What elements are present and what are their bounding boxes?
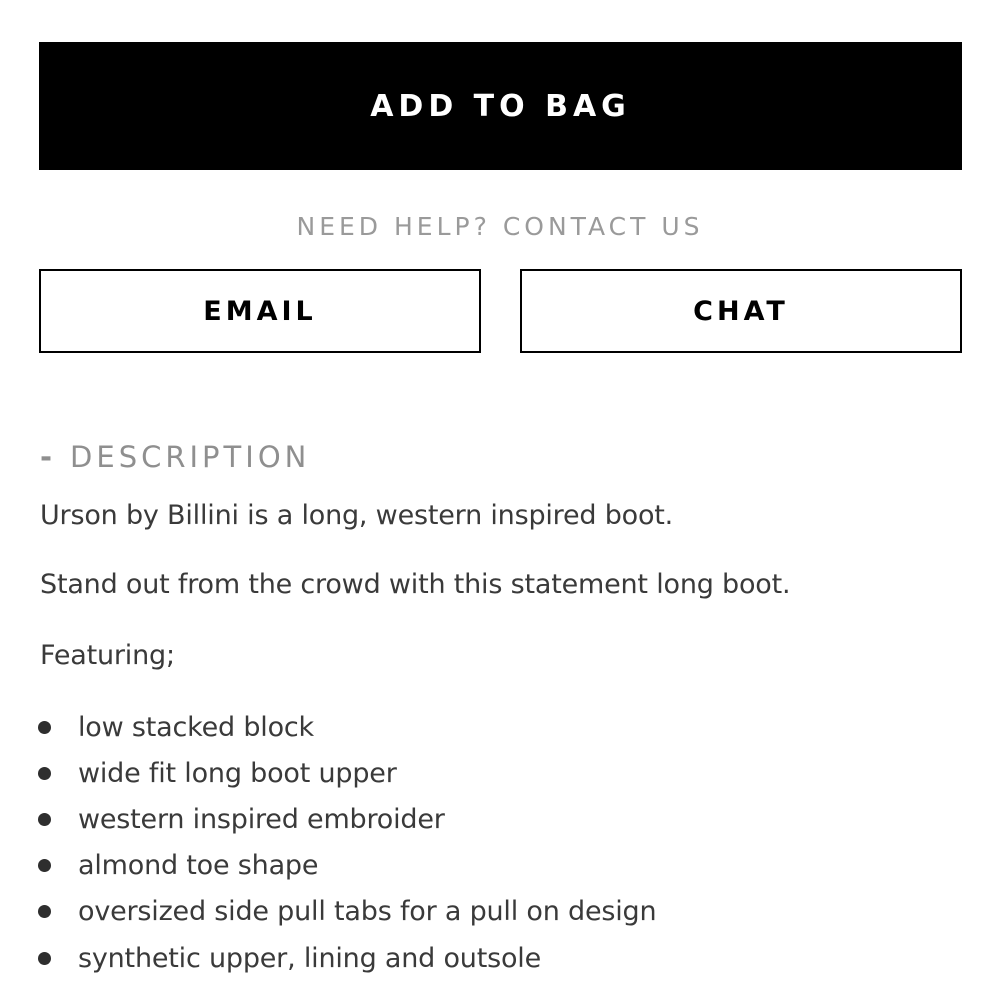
help-prefix: NEED HELP? xyxy=(296,212,491,241)
bullet-icon xyxy=(38,813,51,826)
bullet-icon xyxy=(38,859,51,872)
collapse-icon: - xyxy=(40,440,57,474)
help-line xyxy=(0,212,1000,241)
bullet-icon xyxy=(38,905,51,918)
email-button[interactable]: EMAIL xyxy=(39,269,481,353)
contact-us-link[interactable]: CONTACT US xyxy=(502,212,704,241)
description-paragraph: Stand out from the crowd with this statement long boot. xyxy=(40,569,791,600)
description-heading: DESCRIPTION xyxy=(70,440,311,474)
description-paragraph: Urson by Billini is a long, western inspired boot. xyxy=(40,500,674,531)
description-toggle[interactable] xyxy=(40,440,310,474)
description-paragraph: Featuring; xyxy=(40,640,175,671)
chat-button[interactable]: CHAT xyxy=(520,269,962,353)
bullet-icon xyxy=(38,767,51,780)
feature-text: low stacked block xyxy=(78,711,314,743)
feature-text: synthetic upper, lining and outsole xyxy=(78,942,541,974)
bullet-icon xyxy=(38,952,51,965)
feature-text: almond toe shape xyxy=(78,850,319,882)
feature-text: wide fit long boot upper xyxy=(78,757,397,789)
feature-text: oversized side pull tabs for a pull on design xyxy=(78,896,657,928)
bullet-icon xyxy=(38,721,51,734)
feature-text: western inspired embroider xyxy=(78,803,445,835)
add-to-bag-button[interactable]: ADD TO BAG xyxy=(39,42,962,170)
